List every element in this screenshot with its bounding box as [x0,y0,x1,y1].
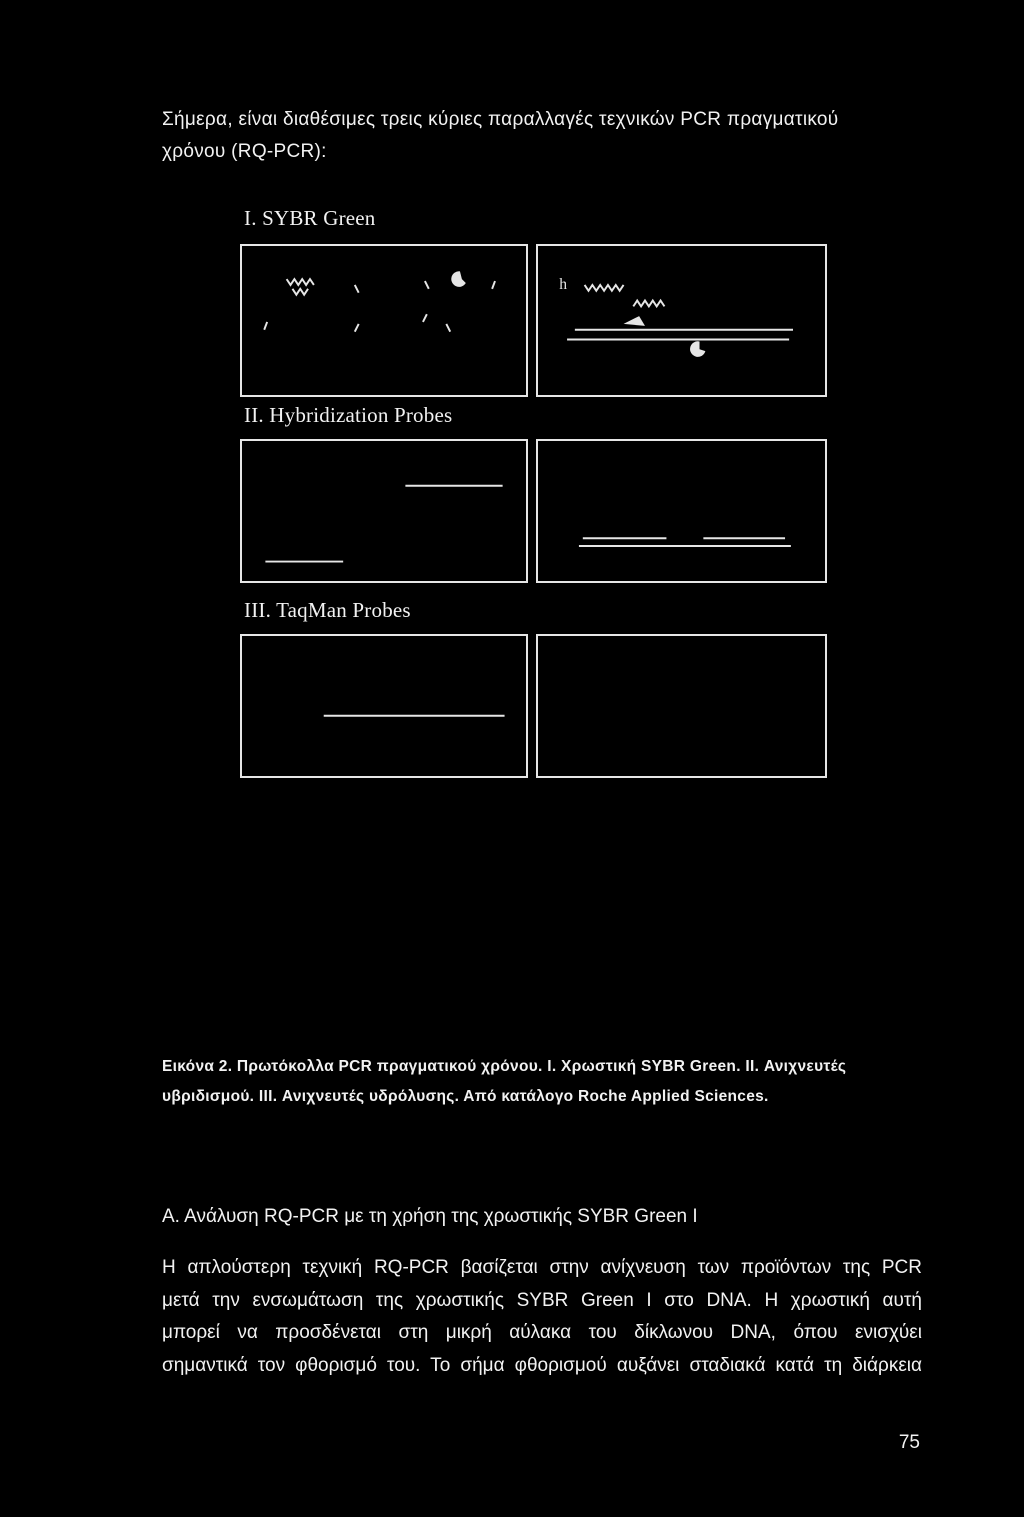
figure-section-title-taqman: III. TaqMan Probes [244,598,411,622]
figure-panel-hybridization-left [240,439,528,583]
figure-panel-taqman-left [240,634,528,778]
page-number: 75 [898,1432,920,1453]
body-line: Η απλούστερη τεχνική RQ-PCR βασίζεται στην ανίχνευση των προϊόντων της PCR [162,1257,922,1278]
taqman-probe-drawing [242,636,526,776]
hybridization-bound-probes-drawing [538,441,825,581]
intro-line: Σήμερα, είναι διαθέσιμες τρεις κύριες παραλλαγές τεχνικών PCR πραγματικού [162,109,839,130]
body-line: μετά την ενσωμάτωση της χρωστικής SYBR Green I στο DNA. Η χρωστική αυτή [162,1289,922,1311]
figure-caption [162,1052,922,1112]
figure-panel-taqman-right [536,634,827,778]
caption-line: υβριδισμού. III. Ανιχνευτές υδρόλυσης. Από κατάλογο Roche Applied Sciences. [162,1088,769,1105]
figure-section-title-sybr: I. SYBR Green [244,206,376,230]
figure-panel-hybridization-right [536,439,827,583]
caption-line: Εικόνα 2. Πρωτόκολλα PCR πραγματικού χρόνου. I. Χρωστική SYBR Green. II. Ανιχνευτές [162,1058,847,1075]
figure-section-title-hybridization: II. Hybridization Probes [244,403,453,427]
figure-panel-sybr-right [536,244,827,397]
sybr-bound-dye-drawing [538,246,825,395]
section-heading: Α. Ανάλυση RQ-PCR με τη χρήση της χρωστικής SYBR Green I [162,1206,698,1227]
panel-glyph: h [559,275,568,293]
body-line: μπορεί να προσδένεται στη μικρή αύλακα του δίκλωνου DNA, όπου ενισχύει [162,1322,922,1343]
body-paragraph [162,1252,922,1382]
hybridization-free-probes-drawing [242,441,526,581]
sybr-unbound-dye-drawing [242,246,526,395]
figure-panel-sybr-left [240,244,528,397]
intro-line: χρόνου (RQ-PCR): [162,141,327,162]
intro-paragraph [162,104,922,168]
body-line: σημαντικά τον φθορισμό του. Το σήμα φθορισμού αυξάνει σταδιακά κατά τη διάρκεια [162,1354,922,1376]
